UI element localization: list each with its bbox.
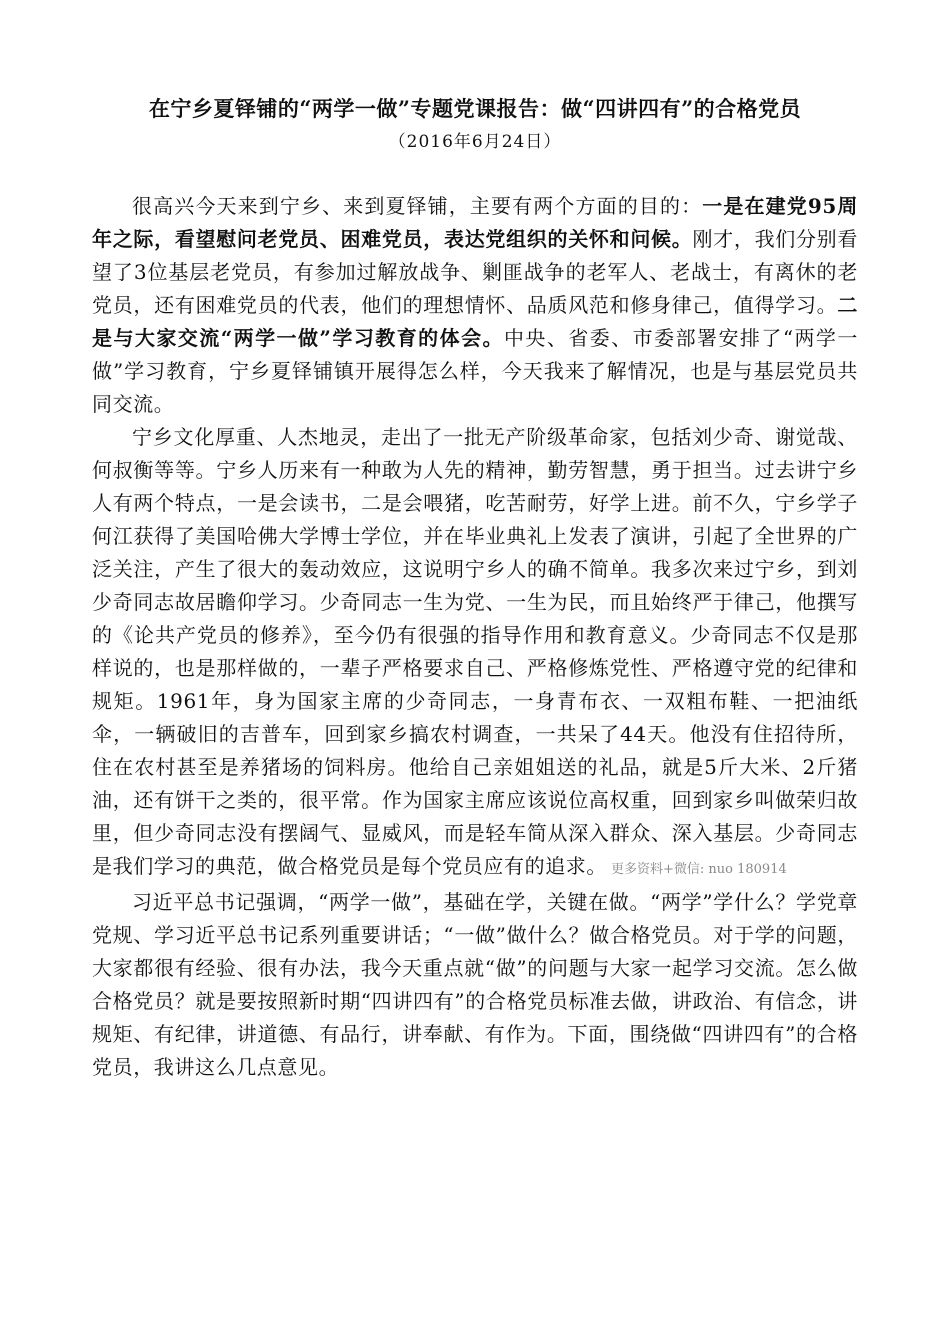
paragraph-1-detail: 刚才，我们分别看望了3位基层老党员，有参加过解放战争、剿匪战争的老军人、老战士，有离休的老党员，还有困难党员的代表，他们的理想情怀、品质风范和修身律己，值得学习。 [92,227,858,317]
paragraph-2-text: 宁乡文化厚重、人杰地灵，走出了一批无产阶级革命家，包括刘少奇、谢觉哉、何叔衡等等。宁乡人历来有一种敢为人先的精神，勤劳智慧，勇于担当。过去讲宁乡人有两个特点，一是会读书，二是会喂猪，吃苦耐劳，好学上进。前不久，宁乡学子何江获得了美国哈佛大学博士学位，并在毕业典礼上发表了演讲，引起了全世界的广泛关注，产生了很大的轰动效应，这说明宁乡人的确不简单。我多次来过宁乡，到刘少奇同志故居瞻仰学习。少奇同志一生为党、一生为民，而且始终严于律己，他撰写的《论共产党员的修养》，至今仍有很强的指导作用和教育意义。少奇同志不仅是那样说的，也是那样做的，一辈子严格要求自己、严格修炼党性、严格遵守党的纪律和规矩。1961年，身为国家主席的少奇同志，一身青布衣、一双粗布鞋、一把油纸伞，一辆破旧的吉普车，回到家乡搞农村调查，一共呆了44天。他没有住招待所，住在农村甚至是养猪场的饲料房。他给自己亲姐姐送的礼品，就是5斤大米、2斤猪油，还有饼干之类的，很平常。作为国家主席应该说位高权重，回到家乡叫做荣归故里，但少奇同志没有摆阔气、显威风，而是轻车简从深入群众、深入基层。少奇同志是我们学习的典范，做合格党员是每个党员应有的追求。 [92,425,858,878]
paragraph-1-point-one: 一是在建党95周年之际，看望慰问老党员、困难党员，表达党组织的关怀和问候。 [92,194,859,251]
paragraph-1-closing: 中央、省委、市委部署安排了“两学一做”学习教育，宁乡夏铎铺镇开展得怎么样，今天我来了解情况，也是与基层党员共同交流。 [92,326,858,416]
paragraph-1 [92,190,858,421]
paragraph-2 [92,421,858,886]
paragraph-3 [92,886,858,1084]
watermark-text: 更多资料+微信: nuo 180914 [611,862,787,877]
document-title: 在宁乡夏铎铺的“两学一做”专题党课报告：做“四讲四有”的合格党员 [148,96,802,121]
paragraph-3-text: 习近平总书记强调，“两学一做”，基础在学，关键在做。“两学”学什么？学党章党规、学习近平总书记系列重要讲话；“一做”做什么？做合格党员。对于学的问题，大家都很有经验、很有办法，我今天重点就“做”的问题与大家一起学习交流。怎么做合格党员？就是要按照新时期“四讲四有”的合格党员标准去做，讲政治、有信念，讲规矩、有纪律，讲道德、有品行，讲奉献、有作为。下面，围绕做“四讲四有”的合格党员，我讲这么几点意见。 [92,890,858,1079]
paragraph-1-point-two: 二是与大家交流“两学一做”学习教育的体会。 [92,293,858,350]
document-body [92,190,858,1084]
paragraph-1-intro: 很高兴今天来到宁乡、来到夏铎铺，主要有两个方面的目的： [132,194,703,218]
document-date: （2016年6月24日） [388,132,562,152]
